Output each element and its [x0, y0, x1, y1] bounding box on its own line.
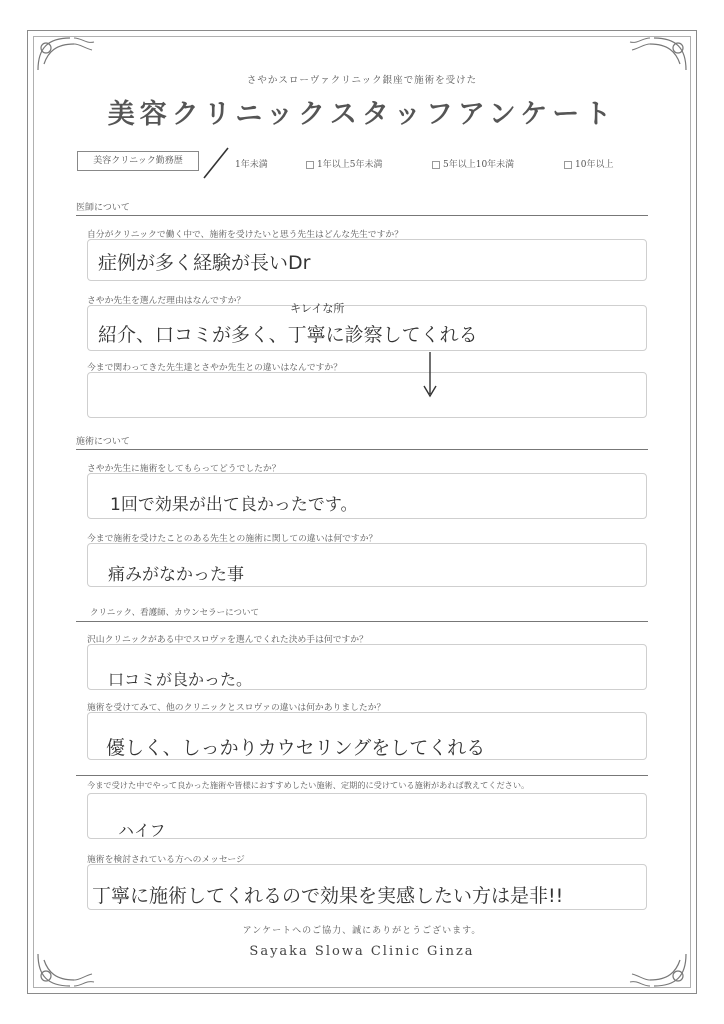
- section-treatment: [76, 434, 648, 454]
- handwritten-answer: 紹介、口コミが多く、丁寧に診察してくれる: [98, 324, 478, 346]
- question-2: さやか先生を選んだ理由はなんですか？: [87, 296, 246, 306]
- section-heading: クリニック、看護師、カウンセラーについて: [90, 608, 259, 618]
- question-9: 施術を検討されている方へのメッセージ: [87, 855, 245, 865]
- clinic-name: Sayaka Slowa Clinic Ginza: [249, 944, 475, 959]
- career-option-3[interactable]: [432, 157, 514, 170]
- section-divider: [76, 449, 648, 450]
- answer-field-8[interactable]: [87, 793, 647, 839]
- answer-field-3[interactable]: [87, 372, 647, 418]
- checkbox[interactable]: [432, 161, 440, 169]
- section-staff: [76, 606, 648, 626]
- career-option-label: 10年以上: [575, 160, 614, 170]
- answer-field-1[interactable]: [87, 239, 647, 281]
- section-divider-row: [76, 760, 648, 780]
- question-6: 沢山クリニックがある中でスロヴァを選んでくれた決め手は何ですか？: [87, 635, 368, 645]
- career-option-4[interactable]: [564, 157, 613, 170]
- career-option-1[interactable]: [224, 157, 268, 170]
- handwritten-note: キレイな所: [290, 302, 345, 315]
- answer-field-2[interactable]: [87, 305, 647, 351]
- handwritten-answer: 丁寧に施術してくれるので効果を実感したい方は是非!!: [92, 885, 564, 907]
- career-option-label: 1年以上5年未満: [317, 160, 383, 170]
- checkbox[interactable]: [564, 161, 572, 169]
- answer-field-9[interactable]: [87, 864, 647, 910]
- checkbox[interactable]: [306, 161, 314, 169]
- handwritten-answer: 1回で効果が出て良かったです。: [110, 495, 358, 515]
- question-4: さやか先生に施術をしてもらってどうでしたか？: [87, 464, 281, 474]
- ornament-corner-icon: [34, 34, 104, 74]
- handwritten-answer: 症例が多く経験が長いDr: [98, 252, 311, 274]
- handwritten-answer: 痛みがなかった事: [108, 565, 244, 585]
- thanks-message: アンケートへのご協力、誠にありがとうございます。: [242, 926, 482, 936]
- question-8: 今まで受けた中でやって良かった施術や皆様におすすめしたい施術、定期的に受けている施術があれば教えてください。: [87, 780, 530, 790]
- ornament-corner-icon: [620, 34, 690, 74]
- answer-field-5[interactable]: [87, 543, 647, 587]
- section-heading: 医師について: [76, 203, 130, 213]
- question-1: 自分がクリニックで働く中で、施術を受けたいと思う先生はどんな先生ですか？: [87, 230, 403, 240]
- section-divider: [76, 215, 648, 216]
- answer-field-4[interactable]: [87, 473, 647, 519]
- handwritten-answer: 優しく、しっかりカウセリングをしてくれる: [106, 737, 486, 759]
- answer-field-7[interactable]: [87, 712, 647, 760]
- answer-field-6[interactable]: [87, 644, 647, 690]
- handwritten-answer: 口コミが良かった。: [108, 670, 253, 689]
- question-3: 今まで関わってきた先生達とさやか先生との違いはなんですか？: [87, 363, 343, 373]
- section-divider: [76, 621, 648, 622]
- section-doctor: [76, 200, 648, 220]
- page-title: 美容クリニックスタッフアンケート: [107, 99, 617, 130]
- handwritten-answer: ハイフ: [118, 821, 166, 840]
- arrow-down-icon: [420, 350, 440, 400]
- career-option-label: 1年未満: [235, 160, 268, 170]
- section-heading: 施術について: [76, 437, 130, 447]
- career-label: 美容クリニック勤務歴: [77, 151, 199, 171]
- career-option-label: 5年以上10年未満: [443, 160, 515, 170]
- career-option-2[interactable]: [306, 157, 382, 170]
- page-subtitle: さやかスローヴァクリニック銀座で施術を受けた: [246, 75, 478, 86]
- question-5: 今まで施術を受けたことのある先生との施術に関しての違いは何ですか？: [87, 534, 378, 544]
- section-divider: [76, 775, 648, 776]
- question-7: 施術を受けてみて、他のクリニックとスロヴァの違いは何かありましたか？: [87, 703, 386, 713]
